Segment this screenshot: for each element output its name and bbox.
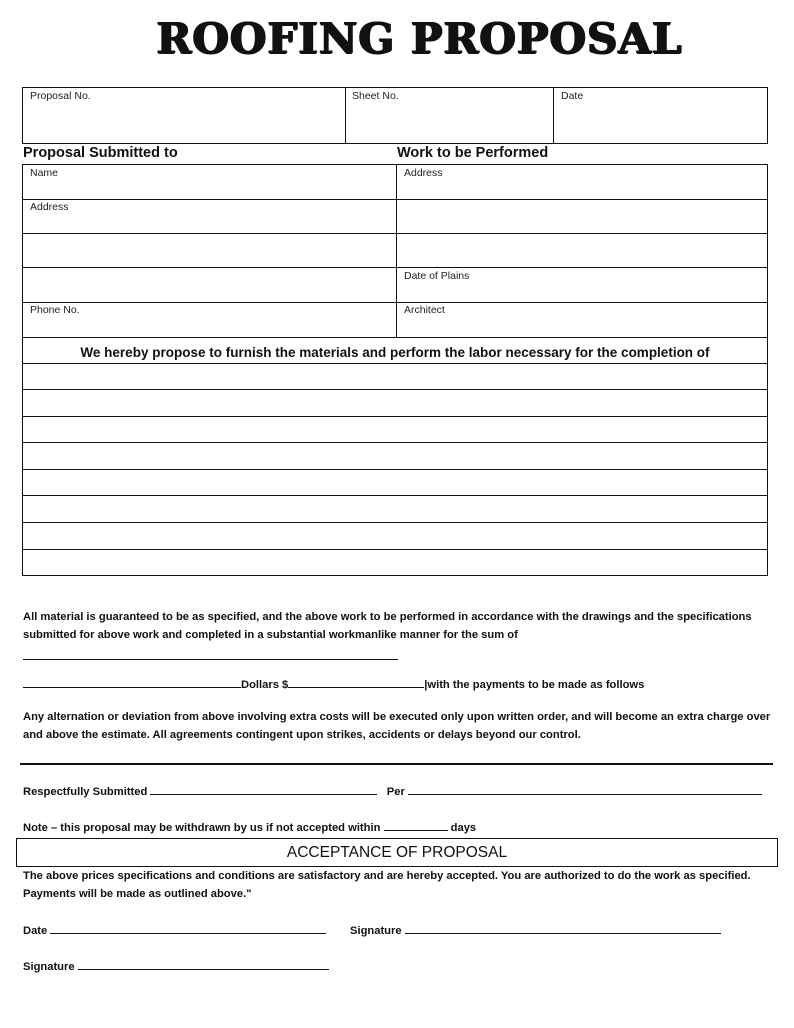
date-of-plans-label: Date of Plains bbox=[404, 270, 470, 282]
guarantee-paragraph: All material is guaranteed to be as specified, and the above work to be performed in accordance with the drawings and the specifications submitted for above work and completed in a substantial workmanlike manner for the sum of bbox=[23, 611, 752, 641]
page-title: ROOFING PROPOSAL bbox=[156, 14, 683, 63]
respectfully-label: Respectfully Submitted bbox=[23, 786, 148, 798]
architect-field[interactable] bbox=[397, 303, 767, 336]
dollars-label: Dollars $ bbox=[241, 679, 289, 691]
alteration-paragraph: Any alternation or deviation from above involving extra costs will be executed only upon written order, and will become an extra charge over and above the estimate. All agreements contingent upon strikes, accidents or delays beyond our control. bbox=[23, 711, 771, 741]
acceptance-date-blank[interactable] bbox=[50, 923, 326, 934]
work-address-field[interactable] bbox=[397, 165, 767, 266]
proposal-submitted-to-heading: Proposal Submitted to bbox=[23, 145, 178, 161]
section-divider bbox=[20, 763, 773, 765]
note-text: Note – this proposal may be withdrawn by us if not accepted within bbox=[23, 822, 381, 834]
amount-blank[interactable] bbox=[288, 677, 424, 688]
work-address-label: Address bbox=[404, 167, 443, 179]
acceptance-signature-line bbox=[350, 923, 721, 937]
work-description-lines[interactable] bbox=[23, 364, 767, 575]
sheet-no-label: Sheet No. bbox=[352, 90, 399, 102]
propose-statement: We hereby propose to furnish the materials and perform the labor necessary for the completion of bbox=[80, 345, 710, 360]
phone-no-field[interactable] bbox=[23, 303, 395, 336]
acceptance-date-line bbox=[23, 923, 326, 937]
second-signature-blank[interactable] bbox=[78, 959, 329, 970]
acceptance-date-label: Date bbox=[23, 925, 48, 937]
amount-words-blank[interactable] bbox=[23, 677, 241, 688]
name-label: Name bbox=[30, 167, 59, 179]
sum-blank-line[interactable] bbox=[23, 659, 398, 660]
date-of-plans-field[interactable] bbox=[397, 268, 767, 301]
days-label: days bbox=[450, 822, 477, 834]
phone-no-label: Phone No. bbox=[30, 304, 80, 316]
acceptance-heading: ACCEPTANCE OF PROPOSAL bbox=[16, 838, 778, 867]
proposal-no-label: Proposal No. bbox=[30, 90, 91, 102]
per-blank[interactable] bbox=[408, 784, 762, 795]
row-line bbox=[22, 337, 768, 338]
architect-label: Architect bbox=[404, 304, 445, 316]
respectfully-blank[interactable] bbox=[150, 784, 377, 795]
acceptance-paragraph: The above prices specifications and conditions are satisfactory and are hereby accepted. You are authorized to do the work as specified. Payments will be made as outlined above." bbox=[23, 870, 751, 900]
date-label: Date bbox=[561, 90, 584, 102]
second-signature-line bbox=[23, 959, 329, 973]
note-line bbox=[23, 820, 476, 834]
per-label: Per bbox=[386, 786, 405, 798]
address-field[interactable] bbox=[23, 200, 395, 301]
address-label: Address bbox=[30, 201, 69, 213]
acceptance-signature-label: Signature bbox=[350, 925, 402, 937]
dollars-line bbox=[23, 677, 644, 691]
proposal-no-field[interactable] bbox=[23, 88, 344, 143]
name-field[interactable] bbox=[23, 165, 395, 198]
payments-label: |with the payments to be made as follows bbox=[424, 679, 645, 691]
sheet-no-field[interactable] bbox=[346, 88, 552, 143]
second-signature-label: Signature bbox=[23, 961, 75, 973]
acceptance-signature-blank[interactable] bbox=[405, 923, 721, 934]
date-field[interactable] bbox=[554, 88, 767, 143]
respectfully-line bbox=[23, 784, 762, 798]
work-to-be-performed-heading: Work to be Performed bbox=[397, 145, 549, 161]
days-blank[interactable] bbox=[384, 820, 448, 831]
